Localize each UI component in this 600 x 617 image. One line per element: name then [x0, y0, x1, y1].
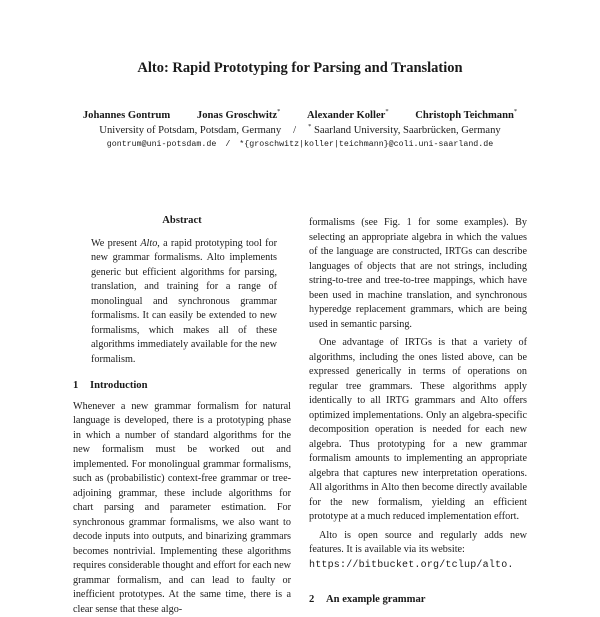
abstract-tool-name: Alto [140, 238, 157, 249]
author-teichmann [415, 110, 517, 121]
advantage-paragraph: One advantage of IRTGs is that a variety of algorithms, including the ones listed above, can be expressed generically in terms of operations on regular tree grammars. These algorithms apply identically to all IRTG grammars and Alto offers optimized implementations. Only an algebra-specific decomposition operation is needed for each new algebra. Thus prototyping for a new grammar formalism amounts to implementing an appropriate algebra that captures new interpretation operations. All algorithms in Alto then become directly available for the new formalism, yielding an efficient prototype at a much reduced implementation effort. [309, 336, 527, 525]
website-url[interactable]: https://bitbucket.org/tclup/alto. [309, 560, 514, 571]
author-mark: * [385, 108, 388, 115]
open-source-text: Alto is open source and regularly adds new features. It is available via its website: [309, 530, 527, 556]
affiliation-saarland: Saarland University, Saarbrücken, Germany [314, 125, 501, 136]
introduction-paragraph: Whenever a new grammar formalism for natural language is developed, there is a prototyping phase in which a number of standard algorithms for the new formalism must be worked out and implemented. For monolingual grammar formalisms, such as (probabilistic) context-free grammar or tree-adjoining grammar, these include algorithms for chart parsing and parameter estimation. For synchronous grammar formalisms, we also want to decode inputs into outputs, and binarizing grammars becomes nontrivial. Implementing these algorithms requires considerable thought and effort for each new grammar formalism, and can lead to faulty or inefficient prototypes. At the same time, there is a clear sense that these algo- [73, 400, 291, 617]
author-name: Jonas Groschwitz [197, 110, 277, 121]
section-title: Introduction [90, 380, 148, 391]
email-separator: / [225, 140, 230, 149]
author-mark: * [514, 108, 517, 115]
affiliation-potsdam: University of Potsdam, Potsdam, Germany [99, 125, 281, 136]
abstract-text-part: We present [91, 238, 140, 249]
author-name: Alexander Koller [307, 110, 385, 121]
author-gontrum [83, 110, 170, 121]
abstract-text [91, 237, 277, 368]
author-list [0, 108, 600, 121]
author-mark: * [277, 108, 280, 115]
affiliations [0, 123, 600, 136]
irtg-paragraph: formalisms (see Fig. 1 for some examples). By selecting an appropriate algebra in which the values of the language are constructed, IRTGs can describe languages of objects that are not strings, including string-to-tree and tree-to-tree mappings, which have been used in machine translation, and synchronous hyperedge replacement grammars, which are being used in semantic parsing. [309, 216, 527, 332]
left-column [73, 214, 291, 617]
abstract-text-part: , a rapid prototyping tool for new grammar formalisms. Alto implements generic but efficient algorithms for parsing, translation, and training for a range of monolingual and synchronous grammar formalisms. It can easily be extended to new formalisms, which makes all of these algorithms immediately available for the new formalism. [91, 238, 277, 365]
paper-title: Alto: Rapid Prototyping for Parsing and Translation [0, 60, 600, 77]
email-saarland: *{groschwitz|koller|teichmann}@coli.uni-saarland.de [239, 140, 493, 149]
author-koller [307, 110, 389, 121]
section-title: An example grammar [326, 594, 425, 605]
section-number: 2 [309, 593, 326, 608]
section-number: 1 [73, 379, 90, 394]
email-line [0, 140, 600, 149]
affiliation-separator: / [293, 125, 296, 136]
abstract-heading: Abstract [73, 214, 291, 229]
affiliation-mark: * [308, 123, 311, 130]
author-groschwitz [197, 110, 280, 121]
email-potsdam: gontrum@uni-potsdam.de [107, 140, 217, 149]
open-source-paragraph [309, 529, 527, 574]
section-heading-introduction [73, 379, 291, 394]
section-heading-example-grammar [309, 593, 527, 608]
author-name: Christoph Teichmann [415, 110, 514, 121]
right-column [309, 216, 527, 608]
author-name: Johannes Gontrum [83, 110, 170, 121]
